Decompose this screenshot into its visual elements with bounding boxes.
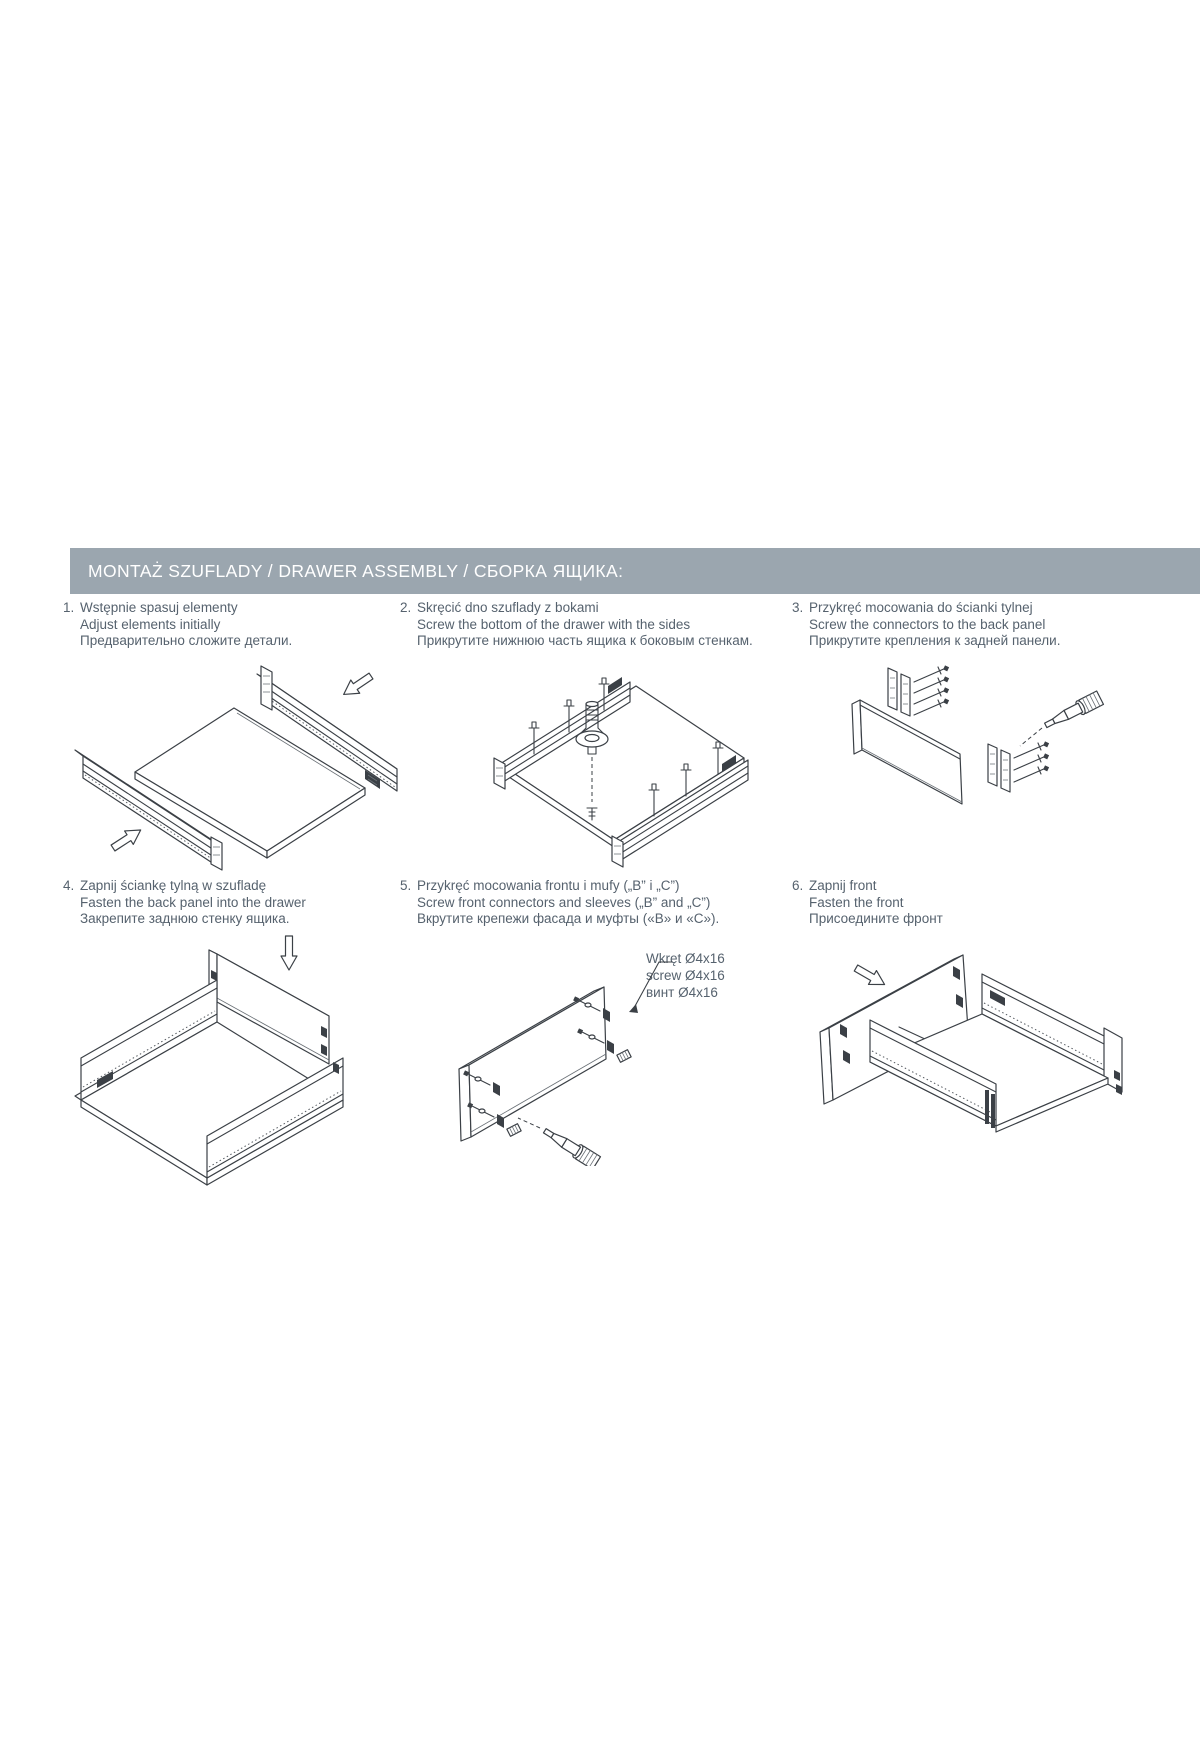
drawer-bottom-panel	[506, 686, 744, 847]
step-3-line-pl: 3. Przykręć mocowania do ścianki tylnej	[792, 600, 1033, 615]
step-2-line-en: Screw the bottom of the drawer with the sides	[417, 616, 691, 632]
step-1-line-pl: 1. Wstępnie spasuj elementy	[63, 600, 238, 615]
screw-icon	[914, 665, 949, 715]
step-4-line-ru: Закрепите заднюю стенку ящика.	[80, 911, 290, 926]
step-1-line-en: Adjust elements initially	[80, 616, 221, 632]
step-6-line-ru: Присоедините фронт	[809, 911, 943, 926]
annotation-line-pl: Wkręt Ø4x16	[646, 951, 725, 966]
connector-bracket	[988, 744, 1010, 792]
direction-arrow-icon	[852, 961, 889, 991]
step-number: 3.	[792, 600, 804, 615]
step-4	[63, 878, 398, 1213]
step-number: 5.	[400, 878, 412, 893]
step-4-line-en: Fasten the back panel into the drawer	[80, 894, 306, 910]
step-6	[792, 878, 1172, 1223]
step-3-illustration	[822, 658, 1142, 868]
annotation-line-ru: винт Ø4x16	[646, 985, 718, 1000]
step-2-line-ru: Прикрутите нижнюю часть ящика к боковым стенкам.	[417, 633, 753, 648]
step-2	[400, 600, 780, 870]
step-1	[63, 600, 398, 870]
step-4-line-pl: 4. Zapnij ściankę tylną w szufladę	[63, 878, 267, 893]
front-panel	[459, 987, 606, 1141]
direction-arrow-icon	[339, 669, 375, 701]
annotation-line-en: screw Ø4x16	[646, 968, 725, 983]
step-6-illustration	[792, 942, 1142, 1227]
step-number: 1.	[63, 600, 75, 615]
screwdriver-bit-icon	[1042, 691, 1103, 732]
step-5-line-ru: Вкрутите крепежи фасада и муфты («B» и «C»).	[417, 911, 720, 926]
step-5	[400, 878, 780, 1178]
step-2-line-pl: 2. Skręcić dno szuflady z bokami	[400, 600, 599, 615]
back-panel	[852, 700, 962, 804]
step-3	[792, 600, 1172, 870]
screwdriver-bit-icon	[541, 1124, 601, 1166]
step-number: 2.	[400, 600, 412, 615]
step-1-line-ru: Предварительно сложите детали.	[80, 633, 293, 648]
step-5-line-pl: 5. Przykręć mocowania frontu i mufy („B” i „C”)	[400, 878, 680, 893]
step-number: 6.	[792, 878, 804, 893]
step-3-line-en: Screw the connectors to the back panel	[809, 616, 1046, 632]
direction-arrow-icon	[109, 823, 145, 854]
alignment-dashed-line	[518, 1118, 540, 1128]
screw-icon	[1014, 741, 1049, 782]
step-3-line-ru: Прикрутите крепления к задней панели.	[809, 633, 1061, 648]
step-4-illustration	[67, 932, 387, 1212]
step-1-illustration	[69, 648, 399, 872]
step-5-line-en: Screw front connectors and sleeves („B” and „C”)	[417, 894, 711, 910]
direction-arrow-icon	[281, 936, 297, 970]
section-header-bar	[70, 548, 1200, 594]
step-2-illustration	[414, 658, 754, 878]
step-6-line-en: Fasten the front	[809, 894, 904, 910]
step-6-line-pl: 6. Zapnij front	[792, 878, 877, 893]
connector-bracket	[888, 668, 910, 716]
section-header-title: MONTAŻ SZUFLADY / DRAWER ASSEMBLY / СБОРКА ЯЩИКА:	[88, 560, 624, 581]
step-number: 4.	[63, 878, 75, 893]
step-5-illustration	[414, 948, 759, 1166]
leader-line	[629, 962, 672, 1013]
